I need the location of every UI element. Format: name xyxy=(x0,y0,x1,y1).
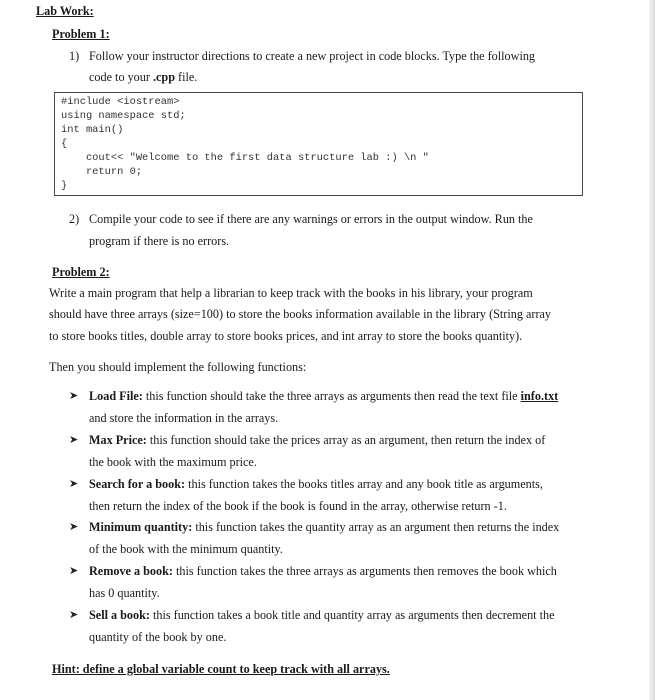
page-edge-shadow xyxy=(649,0,655,700)
problem2-intro-line: should have three arrays (size=100) to store the books information available in the library (String array xyxy=(49,307,552,321)
code-line: int main() xyxy=(61,124,124,136)
function-sell-line2: quantity of the book by one. xyxy=(89,630,227,644)
arrow-bullet-icon: ➤ xyxy=(69,477,79,490)
problem1-title: Problem 1: xyxy=(52,27,110,41)
code-line: } xyxy=(61,180,68,192)
code-line: cout<< "Welcome to the first data structure lab :) \n " xyxy=(61,152,429,164)
function-min-quantity: Minimum quantity: this function takes the quantity array as an argument then returns the index xyxy=(89,520,560,534)
step1-line1: Follow your instructor directions to create a new project in code blocks. Type the following xyxy=(89,49,536,63)
code-line: return 0; xyxy=(61,166,143,178)
then-line: Then you should implement the following functions: xyxy=(49,360,307,374)
arrow-bullet-icon: ➤ xyxy=(69,608,79,621)
function-max-price: Max Price: this function should take the prices array as an argument, then return the index of xyxy=(89,433,546,447)
problem2-intro-line: to store books titles, double array to store books prices, and int array to store the books quantity). xyxy=(49,329,523,343)
hint: Hint: define a global variable count to keep track with all arrays. xyxy=(52,662,390,676)
function-max-price-line2: the book with the maximum price. xyxy=(89,455,257,469)
function-remove: Remove a book: this function takes the three arrays as arguments then removes the book which xyxy=(89,564,557,578)
lab-title: Lab Work: xyxy=(36,4,94,18)
function-search-line2: then return the index of the book if the book is found in the array, otherwise return -1. xyxy=(89,499,507,513)
step1-line2: code to your .cpp file. xyxy=(89,70,198,84)
function-load-file-line2: and store the information in the arrays. xyxy=(89,411,279,425)
function-remove-line2: has 0 quantity. xyxy=(89,586,160,600)
step1-number: 1) xyxy=(69,49,80,63)
function-sell: Sell a book: this function takes a book title and quantity array as arguments then decrement the xyxy=(89,608,555,622)
code-line: #include <iostream> xyxy=(61,96,180,108)
problem2-title: Problem 2: xyxy=(52,265,110,279)
arrow-bullet-icon: ➤ xyxy=(69,389,79,402)
code-line: { xyxy=(61,138,68,150)
step2-line2: program if there is no errors. xyxy=(89,234,230,248)
arrow-bullet-icon: ➤ xyxy=(69,433,79,446)
code-line: using namespace std; xyxy=(61,110,186,122)
problem2-intro-line: Write a main program that help a librarian to keep track with the books in his library, your program xyxy=(49,286,533,300)
arrow-bullet-icon: ➤ xyxy=(69,520,79,533)
function-min-quantity-line2: of the book with the minimum quantity. xyxy=(89,542,283,556)
function-load-file: Load File: this function should take the three arrays as arguments then read the text file info.txt xyxy=(89,389,559,403)
code-box xyxy=(54,92,583,196)
step2-line1: Compile your code to see if there are any warnings or errors in the output window. Run the xyxy=(89,212,533,226)
function-search: Search for a book: this function takes the books titles array and any book title as arguments, xyxy=(89,477,543,491)
step2-number: 2) xyxy=(69,212,80,226)
arrow-bullet-icon: ➤ xyxy=(69,564,79,577)
